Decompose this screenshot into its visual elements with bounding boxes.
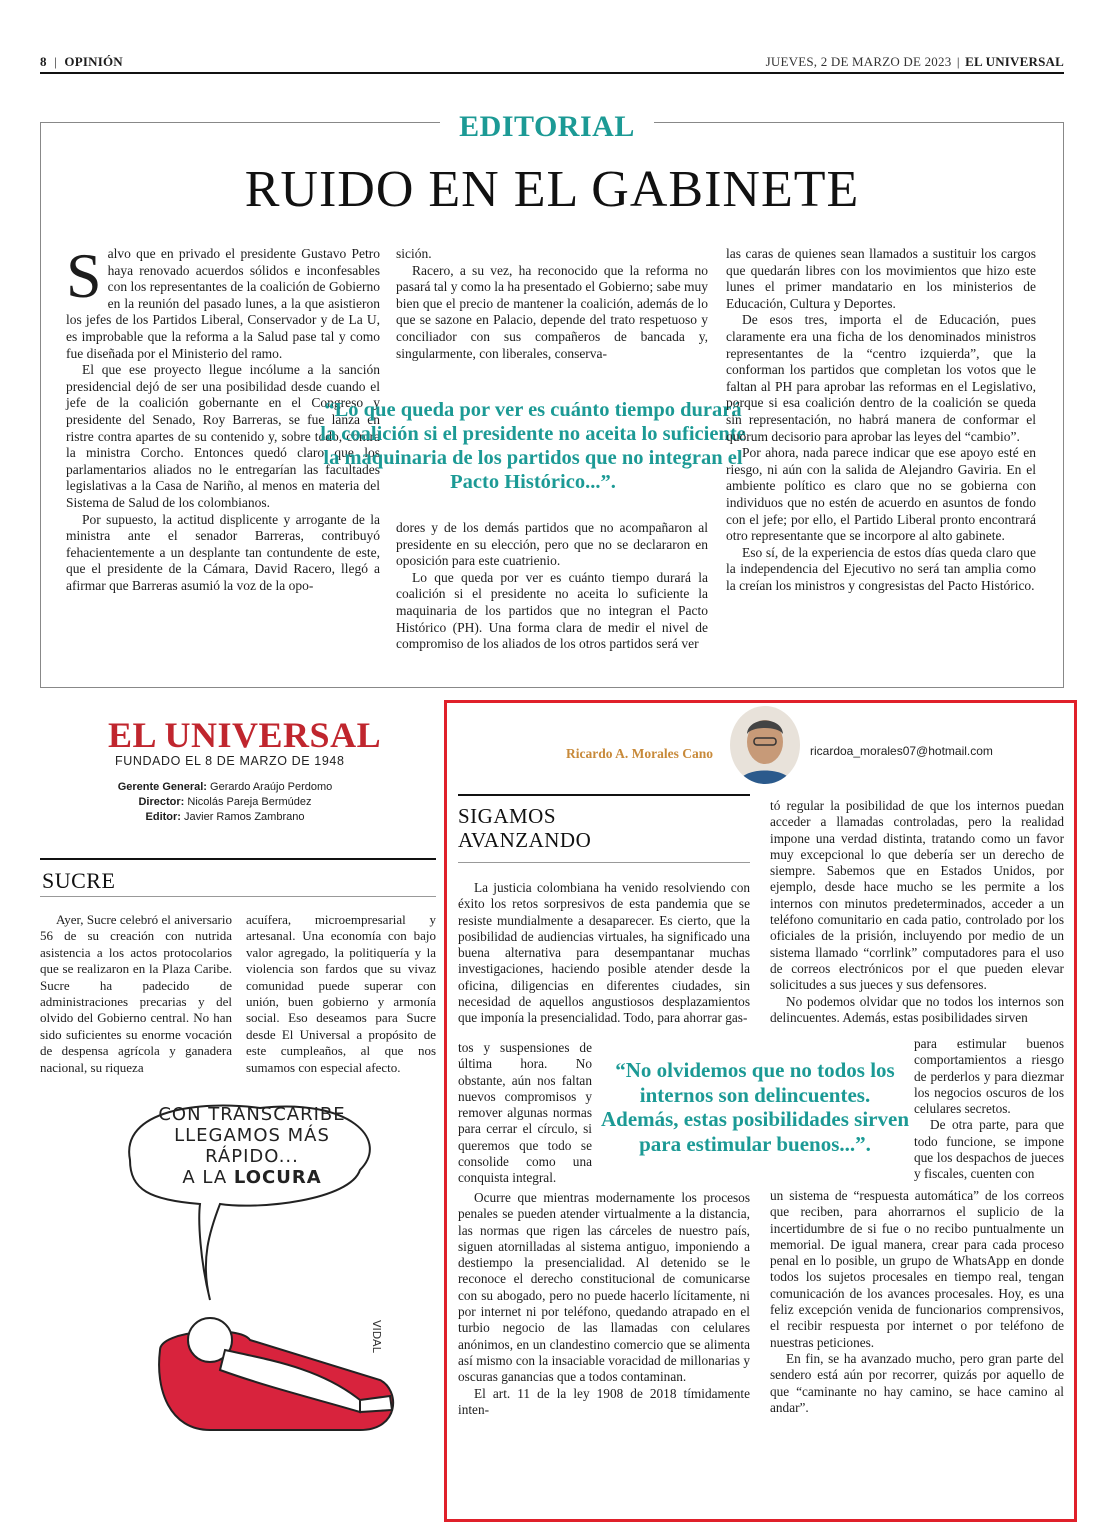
column-left-mid xyxy=(458,1040,592,1187)
person-feet xyxy=(360,1396,392,1412)
page-header-left: 8 | OPINIÓN xyxy=(40,54,123,69)
editorial-paragraph: Racero, a su vez, ha reconocido que la reforma no pasará tal y como la ha presentado el Gobierno; sabe muy bien que el precio de mantener la coalición, además de lo que se sazone en Palacio, depende del trato respetuoso y conciliador con sus compañeros de bancada y, singularmente, con liberales, conserva- xyxy=(396,262,708,361)
paper-name: EL UNIVERSAL xyxy=(965,54,1064,69)
editorial-paragraph: sición. xyxy=(396,246,432,261)
cartoon-caption xyxy=(132,1104,372,1188)
editorial-paragraph: El que ese proyecto llegue incólume a la sanción presidencial dejó de ser una posibilidad desde cuando el jefe de la coalición gobernante en el Congreso y presidente del Senado, Roy Barreras, se fue lanza en ristre contra apartes de su contenido y, sobre todo, contra la ministra Corcho. Entonces quedó claro que los parlamentarios aliados no le entregarían las facultades legislativas a la Casa de Nariño, al menos en materia del Sistema de Salud de los colombianos. xyxy=(66,362,380,510)
masthead-founded: FUNDADO EL 8 DE MARZO DE 1948 xyxy=(115,754,345,768)
column-paragraph: para estimular buenos comportamientos a riesgo de perderlos y para diezmar los negocios oscuros de los celulares secretos. xyxy=(914,1036,1064,1117)
staff-line: Editor: Javier Ramos Zambrano xyxy=(145,811,305,823)
column-paragraph: De otra parte, para que todo funcione, se impone que los despachos de jueces y fiscales, cuenten con xyxy=(914,1117,1064,1182)
staff-line: Gerente General: Gerardo Araújo Perdomo xyxy=(117,781,333,793)
cartoon-caption-line: LLEGAMOS MÁS RÁPIDO... xyxy=(174,1125,330,1167)
editorial-column-2-top xyxy=(396,246,708,362)
editorial-pull-quote: “Lo que queda por ver es cuánto tiempo durará la coalición si el presidente no aceita lo suficiente la maquinaria de los partidos que no integran el Pacto Histórico...”. xyxy=(320,399,746,493)
page-header-right: JUEVES, 2 DE MARZO DE 2023 | EL UNIVERSAL xyxy=(765,54,1064,69)
sucre-title: SUCRE xyxy=(42,868,116,893)
section-name: OPINIÓN xyxy=(64,54,123,69)
cartoonist-signature: VIDAL xyxy=(370,1320,383,1353)
editorial-paragraph: dores y de los demás partidos que no acompañaron al presidente en su elección, pero que no se declararon en oposición para este cuatrienio. xyxy=(396,520,708,569)
column-title-line: SIGAMOS xyxy=(458,804,557,828)
sucre-paragraph: Ayer, Sucre celebró el aniversario 56 de su creación con nutrida asistencia a los actos protocolarios que se realizaron en la Plaza Caribe. Sucre ha padecido de administraciones precarias y del olvido del Gobierno central. No han sido suficientes su enorme vocación de despensa agrícola y ganadera nacional, su riqueza xyxy=(40,912,232,1075)
column-left-bottom xyxy=(458,1190,750,1418)
issue-date: JUEVES, 2 DE MARZO DE 2023 xyxy=(765,54,952,69)
sucre-column-1 xyxy=(40,912,232,1076)
sucre-rule xyxy=(40,858,436,860)
drop-cap: S xyxy=(66,240,102,311)
editorial-paragraph: Salvo que en privado el presidente Gustavo Petro haya renovado acuerdos sólidos e inconfesables con los representantes de la coalición de Gobierno en la reunión del pasado lunes, a la que asistieron los jefes de los Partidos Liberal, Conservador y de La U, es improbable que la reforma a la Salud pase tal y como fue diseñada por el Ministerio del ramo. xyxy=(66,240,380,361)
column-right-mid xyxy=(914,1036,1064,1183)
author-photo xyxy=(730,706,800,784)
column-paragraph: No podemos olvidar que no todos los internos son delincuentes. Además, estas posibilidades sirven xyxy=(770,993,1064,1025)
cartoon-caption-line: A LA LOCURA xyxy=(182,1167,322,1188)
column-paragraph: tos y suspensiones de última hora. No obstante, aún nos faltan nuevos compromisos y remover algunas normas para cerrar el círculo, si queremos que todo se consolide como una conquista integral. xyxy=(458,1040,592,1186)
column-author: Ricardo A. Morales Cano xyxy=(566,746,713,761)
editorial-paragraph: Eso sí, de la experiencia de estos días queda claro que la independencia del Ejecutivo no será tan amplia como la creían los ministros y congresistas del Pacto Histórico. xyxy=(726,544,1036,593)
author-email[interactable]: ricardoa_morales07@hotmail.com xyxy=(810,744,993,758)
editorial-paragraph: De esos tres, importa el de Educación, pues claramente era una ficha de los denominados ministros representantes de la “centro izquierda”, que la conforman los partidos que completan los votos que le faltan al PH para aprobar las reformas en el Legislativo, porque si esa coalición dentro de la coalición se queda sin representación, no habrá manera de conformar el quórum decisorio para aprobar las leyes del “cambio”. xyxy=(726,312,1036,444)
masthead-staff xyxy=(100,780,350,825)
page-number: 8 xyxy=(40,54,47,69)
column-paragraph: tó regular la posibilidad de que los internos puedan acceder a llamadas controladas, pero la realidad impone una verdad distinta, tratando como un favor muy excepcional lo que debería ser un derecho de siempre. Sabemos que en Estados Unidos, por ejemplo, desde hace mucho se les permite a los internos con minutos predeterminados, acceder a un teléfono comunitario en cada patio, controlado por los oficiales de la prisión, incluyendo por medio de un sistema llamado “corrlink” computadores para el uso de correos electrónicos por el que pueden elevar solicitudes a sus jueces y sus defensores. xyxy=(770,798,1064,993)
column-paragraph: un sistema de “respuesta automática” de los correos que reciben, para ahorrarnos el suplicio de la incertidumbre de si fue o no recibo puntualmente un memorial. De igual manera, crear para cada proceso penal en lo posible, un grupo de WhatsApp en donde todos los sujetos procesales en tiempo real, tengan comunicación de los avances procesales. Hoy, es una feliz excepción venida de funcionarios comprensivos, el recibir respuesta por internet o por teléfono de nuestras peticiones. xyxy=(770,1188,1064,1350)
author-portrait xyxy=(730,706,800,784)
sucre-paragraph: acuífera, microempresarial y artesanal. Una economía con bajo valor agregado, la politiquería y la violencia son fardos que su vivaz comunidad puede superar con unión, buen gobierno y armonía social. Eso deseamos para Sucre desde El Universal a propósito de este cumpleaños, al que nos sumamos con especial afecto. xyxy=(246,912,436,1075)
column-title-rule xyxy=(458,794,750,796)
editorial-paragraph: Lo que queda por ver es cuánto tiempo durará la coalición si el presidente no aceita lo suficiente la maquinaria de los partidos que no integran el Pacto Histórico (PH). Una forma clara de medir el nivel de compromiso de los aliados de los otros partidos será ver xyxy=(396,569,708,652)
editorial-paragraph: las caras de quienes sean llamados a sustituir los cargos que quedarán libres con los movimientos que hizo este lunes el primer mandatario en los ministerios de Educación, Cultura y Deportes. xyxy=(726,246,1036,311)
sucre-underline xyxy=(40,896,436,897)
editorial-kicker: EDITORIAL xyxy=(440,110,654,144)
editorial-headline: RUIDO EN EL GABINETE xyxy=(244,161,860,218)
editorial-paragraph: Por ahora, nada parece indicar que ese apoyo esté en riesgo, ni aún con la salida de Alejandro Gaviria. En el ambiente político es claro que no se gobierna con individuos que no estén de acuerdo en asuntos de fondo con el jefe; por ello, el Partido Liberal pronto encontrará otro representante que se incorpore al alto gabinete. xyxy=(726,445,1036,544)
column-left-top xyxy=(458,880,750,1027)
sucre-column-2 xyxy=(246,912,436,1076)
column-pull-quote: “No olvidemos que no todos los internos son delincuentes. Además, estas posibilidades sirven para estimular buenos...”. xyxy=(600,1058,910,1156)
column-paragraph: La justicia colombiana ha venido resolviendo con éxito los retos sorpresivos de esta pandemia que se resiste mundialmente a desaparecer. Es cierto, que la posibilidad de audiencias virtuales, ha significado una buena alternativa para desempantanar muchas investigaciones, haciendo posible atender desde la oficina, diligencias en diferentes ciudades, sin necesidad de aquellos angustiosos desplazamientos que imponía la presencialidad. Todo, para ahorrar gas- xyxy=(458,880,750,1026)
column-right-top xyxy=(770,798,1064,1026)
column-title-underline xyxy=(458,862,750,863)
header-rule xyxy=(40,72,1064,74)
editorial-paragraph: Por supuesto, la actitud displicente y arrogante de la ministra ante el senador Barreras, contribuyó fehacientemente a un desplante tan contundente de este, que el presidente de la Cámara, David Racero, llegó a afirmar que Barreras asumió la voz de la opo- xyxy=(66,511,380,593)
editorial-cartoon xyxy=(60,1100,430,1480)
editorial-column-3 xyxy=(726,246,1036,594)
column-paragraph: Ocurre que mientras modernamente los procesos penales se pueden atender virtualmente a la distancia, las normas que rigen las cárceles de nuestro país, siguen atornilladas al sistema antiguo, imponiendo a destiempo la presencialidad. Al detenido se le reconoce el derecho constitucional de comunicarse con su abogado, pero no puede hacerlo lícitamente, ni por internet ni por teléfono, quedando atrapado en el turbio negocio de las llamadas con celulares anónimos, en un clandestino comercio que se alimenta así mismo con la insaciable voracidad de millonarias y oscuras ganancias que a todos contaminan. xyxy=(458,1190,750,1385)
column-right-bottom xyxy=(770,1188,1064,1416)
column-title xyxy=(458,804,591,852)
masthead-logo: EL UNIVERSAL xyxy=(108,715,382,755)
column-paragraph: El art. 11 de la ley 1908 de 2018 tímidamente inten- xyxy=(458,1385,750,1417)
column-title-line: AVANZANDO xyxy=(458,828,592,852)
staff-line: Director: Nicolás Pareja Bermúdez xyxy=(138,796,312,808)
cartoon-caption-line: CON TRANSCARIBE xyxy=(158,1104,346,1125)
editorial-column-2-bottom xyxy=(396,520,708,653)
column-paragraph: En fin, se ha avanzado mucho, pero gran parte del sendero está aún por recorrer, quizás por aquello de que “caminante no hay camino, se hace camino al andar”. xyxy=(770,1350,1064,1415)
